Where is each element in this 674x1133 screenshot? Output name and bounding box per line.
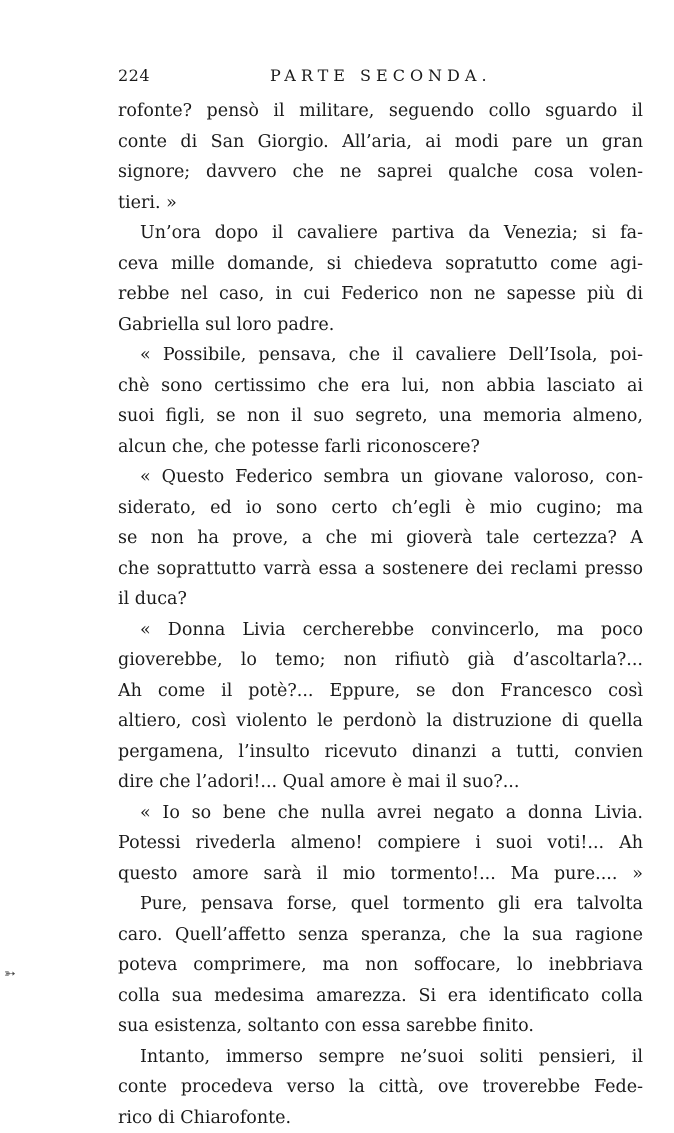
text-line: conte procedeva verso la città, ove troverebbe Fede- — [118, 1072, 643, 1103]
text-line: Pure, pensava forse, quel tormento gli era talvolta — [118, 889, 643, 920]
page-number: 224 — [118, 66, 150, 85]
text-line: dire che l’adori!... Qual amore è mai il suo?... — [118, 767, 643, 798]
running-head: PARTE SECONDA. — [270, 66, 492, 85]
text-line: altiero, così violento le perdonò la distruzione di quella — [118, 706, 643, 737]
text-line: Un’ora dopo il cavaliere partiva da Venezia; si fa- — [118, 218, 643, 249]
text-line: Ah come il potè?... Eppure, se don Francesco così — [118, 676, 643, 707]
text-line: ceva mille domande, si chiedeva sopratutto come agi- — [118, 249, 643, 280]
text-line: rico di Chiarofonte. — [118, 1103, 643, 1133]
text-line: se non ha prove, a che mi gioverà tale certezza? A — [118, 523, 643, 554]
text-line: colla sua medesima amarezza. Si era identificato colla — [118, 981, 643, 1012]
text-line: gioverebbe, lo temo; non rifiutò già d’ascoltarla?... — [118, 645, 643, 676]
page-header — [118, 66, 644, 90]
text-line: signore; davvero che ne saprei qualche cosa volen- — [118, 157, 643, 188]
text-line: « Donna Livia cercherebbe convincerlo, ma poco — [118, 615, 643, 646]
text-line: che soprattutto varrà essa a sostenere dei reclami presso — [118, 554, 643, 585]
text-line: siderato, ed io sono certo ch’egli è mio cugino; ma — [118, 493, 643, 524]
text-line: « Questo Federico sembra un giovane valoroso, con- — [118, 462, 643, 493]
text-line: alcun che, che potesse farli riconoscere? — [118, 432, 643, 463]
text-line: suoi figli, se non il suo segreto, una memoria almeno, — [118, 401, 643, 432]
body-text — [118, 96, 643, 1133]
text-line: poteva comprimere, ma non soffocare, lo inebbriava — [118, 950, 643, 981]
text-line: « Io so bene che nulla avrei negato a donna Livia. — [118, 798, 643, 829]
text-line: il duca? — [118, 584, 643, 615]
text-line: sua esistenza, soltanto con essa sarebbe finito. — [118, 1011, 643, 1042]
text-line: Intanto, immerso sempre ne’suoi soliti pensieri, il — [118, 1042, 643, 1073]
margin-mark-icon: ➳ — [4, 966, 16, 982]
text-line: « Possibile, pensava, che il cavaliere Dell’Isola, poi- — [118, 340, 643, 371]
text-line: questo amore sarà il mio tormento!... Ma pure.... » — [118, 859, 643, 890]
text-line: pergamena, l’insulto ricevuto dinanzi a tutti, convien — [118, 737, 643, 768]
text-line: caro. Quell’affetto senza speranza, che la sua ragione — [118, 920, 643, 951]
text-line: Gabriella sul loro padre. — [118, 310, 643, 341]
text-line: Potessi rivederla almeno! compiere i suoi voti!... Ah — [118, 828, 643, 859]
text-line: chè sono certissimo che era lui, non abbia lasciato ai — [118, 371, 643, 402]
text-line: rebbe nel caso, in cui Federico non ne sapesse più di — [118, 279, 643, 310]
text-line: conte di San Giorgio. All’aria, ai modi pare un gran — [118, 127, 643, 158]
text-line: rofonte? pensò il militare, seguendo collo sguardo il — [118, 96, 643, 127]
text-line: tieri. » — [118, 188, 643, 219]
